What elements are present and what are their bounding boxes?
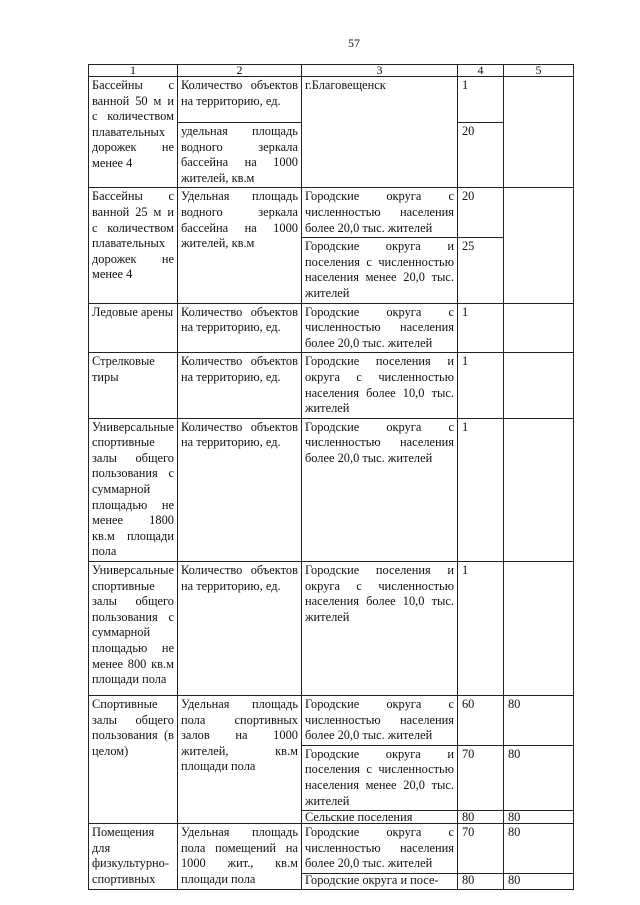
- territory-cell: Городские округа с численностью населения более 20,0 тыс. жителей: [301, 824, 457, 874]
- indicator-cell: Количество объектов на территорию, ед.: [177, 77, 301, 123]
- value-col5-cell: 80: [503, 745, 573, 810]
- value-col5-cell: [503, 418, 573, 561]
- value-col4-cell: 80: [457, 811, 503, 824]
- value-col4-cell: 70: [457, 745, 503, 810]
- territory-cell: Городские округа и поселения с численностью населения менее 20,0 тыс. жителей: [301, 745, 457, 810]
- territory-cell: Городские округа и поселения с численностью населения менее 20,0 тыс. жителей: [301, 238, 457, 303]
- object-cell: Бассейны с ванной 50 м и с количеством плавательных дорожек не менее 4: [89, 77, 178, 188]
- object-cell: Универсальные спортивные залы общего пользования с суммарной площадью не менее 1800 кв.м площади пола: [89, 418, 178, 561]
- indicator-cell: Удельная площадь пола спортивных залов на 1000 жителей, кв.м площади пола: [177, 696, 301, 824]
- territory-cell: Городские округа с численностью населения более 20,0 тыс. жителей: [301, 696, 457, 746]
- value-col4-cell: 20: [457, 188, 503, 238]
- value-col5-cell: [503, 353, 573, 418]
- value-col4-cell: 1: [457, 353, 503, 418]
- indicator-cell: Количество объектов на территорию, ед.: [177, 353, 301, 418]
- object-cell: Ледовые арены: [89, 303, 178, 353]
- page-number: 57: [348, 36, 360, 50]
- column-header-1: 1: [89, 65, 178, 77]
- table-row: [89, 418, 574, 561]
- table-row: [89, 824, 574, 874]
- table-row: [89, 353, 574, 418]
- value-col4-cell: 20: [457, 123, 503, 188]
- value-col5-cell: [503, 188, 573, 303]
- object-cell: Стрелковые тиры: [89, 353, 178, 418]
- table-row: [89, 303, 574, 353]
- indicator-cell: Удельная площадь водного зеркала бассейна на 1000 жителей, кв.м: [177, 188, 301, 303]
- value-col5-cell: 80: [503, 874, 573, 889]
- territory-cell: Городские округа с численностью населения более 20,0 тыс. жителей: [301, 188, 457, 238]
- territory-cell: Городские округа с численностью населения более 20,0 тыс. жителей: [301, 418, 457, 561]
- standards-table: [88, 64, 574, 890]
- column-header-4: 4: [457, 65, 503, 77]
- table-row: [89, 562, 574, 696]
- indicator-cell: удельная площадь водного зеркала бассейна на 1000 жителей, кв.м: [177, 123, 301, 188]
- territory-cell: Городские округа с численностью населения более 20,0 тыс. жителей: [301, 303, 457, 353]
- territory-cell: Городские поселения и округа с численностью населения более 10,0 тыс. жителей: [301, 562, 457, 696]
- table-row: [89, 77, 574, 123]
- value-col4-cell: 25: [457, 238, 503, 303]
- indicator-cell: Количество объектов на территорию, ед.: [177, 562, 301, 696]
- value-col4-cell: 1: [457, 77, 503, 123]
- value-col5-cell: 80: [503, 811, 573, 824]
- value-col5-cell: 80: [503, 696, 573, 746]
- value-col4-cell: 80: [457, 874, 503, 889]
- value-col4-cell: 1: [457, 303, 503, 353]
- value-col5-cell: [503, 303, 573, 353]
- value-col5-cell: 80: [503, 824, 573, 874]
- value-col4-cell: 70: [457, 824, 503, 874]
- object-cell: Универсальные спортивные залы общего пользования с суммарной площадью не менее 800 кв.м площади пола: [89, 562, 178, 696]
- value-col5-cell: [503, 562, 573, 696]
- table-row: [89, 188, 574, 238]
- territory-cell: Сельские поселения: [301, 811, 457, 824]
- object-cell: Помещения для физкультурно-спортивных: [89, 824, 178, 889]
- column-header-2: 2: [177, 65, 301, 77]
- territory-cell: Городские поселения и округа с численностью населения более 10,0 тыс. жителей: [301, 353, 457, 418]
- object-cell: Спортивные залы общего пользования (в целом): [89, 696, 178, 824]
- value-col4-cell: 1: [457, 562, 503, 696]
- territory-cell: г.Благовещенск: [301, 77, 457, 188]
- object-cell: Бассейны с ванной 25 м и с количеством плавательных дорожек не менее 4: [89, 188, 178, 303]
- indicator-cell: Количество объектов на территорию, ед.: [177, 303, 301, 353]
- column-header-5: 5: [503, 65, 573, 77]
- table-row: [89, 696, 574, 746]
- header-row: [89, 65, 574, 77]
- indicator-cell: Количество объектов на территорию, ед.: [177, 418, 301, 561]
- column-header-3: 3: [301, 65, 457, 77]
- value-col4-cell: 60: [457, 696, 503, 746]
- indicator-cell: Удельная площадь пола помещений на 1000 жит., кв.м площади пола: [177, 824, 301, 889]
- territory-cell: Городские округа и посе-: [301, 874, 457, 889]
- value-col5-cell: [503, 77, 573, 188]
- value-col4-cell: 1: [457, 418, 503, 561]
